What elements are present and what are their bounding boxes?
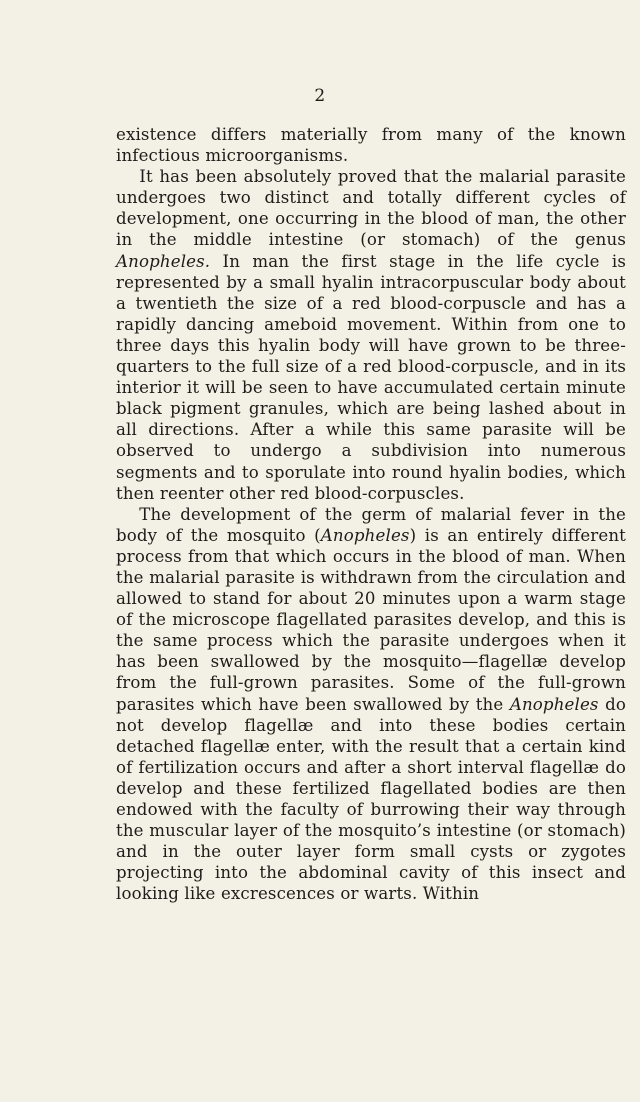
paragraph [116, 124, 626, 166]
text-run: do not develop flagellæ and into these bodies certain detached flagellæ enter, with the result that a certain kind of fertilization occurs and after a short interval flagellæ do develop and these fertilized flagellated bodies are then endowed with the faculty of burrowing their way through the muscular layer of the mosquito’s intestine (or stomach) and in the outer layer form small cysts or zygotes projecting into the abdominal cavity of this insect and looking like excrescences or warts. Within [116, 694, 626, 904]
italic-term: Anopheles [320, 525, 410, 545]
text-run: The development of the germ of malarial fever in the body of the mosquito ( [116, 504, 626, 545]
text-run: existence differs materially from many of the known infectious microorganisms. [116, 125, 626, 166]
italic-term: Anopheles [509, 694, 599, 714]
body-text [116, 124, 626, 904]
paragraph [116, 504, 626, 905]
text-run: In man the first stage in the life cycle is represented by a small hyalin intracorpuscular body about a twentieth the size of a red blood-corpuscle and has a rapidly dancing ameboid movement. Within from one to three days this hyalin body will have grown to be three-quarters to the full size of a red blood-corpuscle, and in its interior it will be seen to have accumulated certain minute black pigment granules, which are being lashed about in all directions. After a while this same parasite will be observed to undergo a subdivision into numerous segments and to sporulate into round hyalin bodies, which then reenter other red blood-corpuscles. [116, 251, 626, 503]
italic-term: Anopheles. [116, 251, 211, 271]
paragraph [116, 166, 626, 504]
text-run: ) is an entirely different process from that which occurs in the blood of man. When the malarial parasite is withdrawn from the circulation and allowed to stand for about 20 minutes upon a warm stage of the microscope flagellated parasites develop, and this is the same process which the parasite undergoes when it has been swallowed by the mosquito—flagellæ develop from the full-grown parasites. Some of the full-grown parasites which have been swallowed by the [116, 525, 627, 714]
page-number: 2 [314, 86, 326, 106]
text-run: It has been absolutely proved that the malarial parasite undergoes two distinct and totally different cycles of development, one occurring in the blood of man, the other in the middle intestine (or stomach) of the genus [116, 167, 626, 250]
